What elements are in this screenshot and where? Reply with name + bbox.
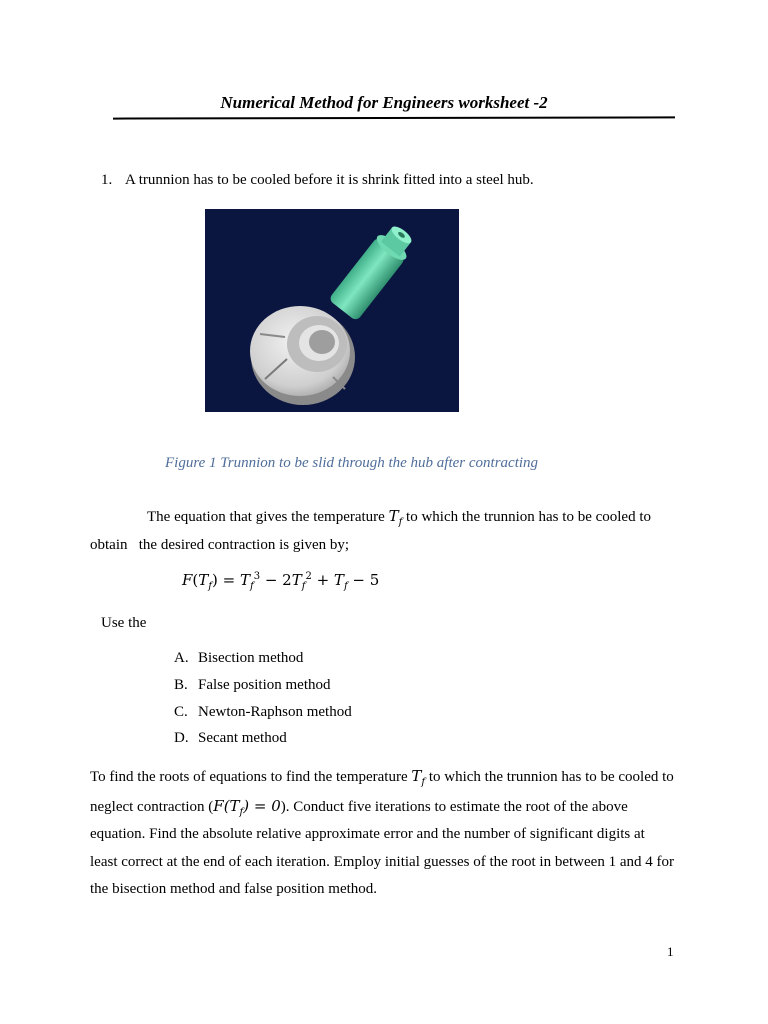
- instructions-line-5: the bisection method and false position method.: [90, 881, 378, 897]
- instructions-line-4: least correct at the end of each iteration. Employ initial guesses of the root in between 1 and 4 for: [90, 854, 674, 870]
- use-the-text: Use the: [101, 615, 147, 631]
- temp-variable: $T_f$: [411, 767, 426, 788]
- method-item-b: B. False position method: [174, 677, 331, 693]
- question-1: [101, 172, 534, 189]
- instructions-line-3: equation. Find the absolute relative approximate error and the number of significant digits at: [90, 826, 645, 842]
- intro-line-2: obtain the desired contraction is given by;: [90, 537, 350, 553]
- page-number: 1: [667, 944, 674, 959]
- cubic-equation: $F(T_f) = T_f^3 - 2T_f^2 + T_f - 5$: [182, 571, 380, 592]
- title-underline: [113, 116, 675, 119]
- trunnion-hub-figure: [205, 209, 459, 412]
- question-number: 1.: [101, 172, 113, 188]
- method-item-d: D. Secant method: [174, 730, 287, 746]
- method-item-a: A. Bisection method: [174, 650, 304, 666]
- instructions-line-1: To find the roots of equations to find the temperature $T_f$ to which the trunnion has to be cooled to: [90, 767, 674, 788]
- figure-caption: Figure 1 Trunnion to be slid through the hub after contracting: [165, 455, 539, 471]
- intro-line-1: [147, 506, 651, 533]
- intro-text-post: to which the trunnion has to be cooled to: [406, 509, 651, 525]
- worksheet-title: Numerical Method for Engineers worksheet -2: [220, 93, 548, 112]
- intro-text-pre: The equation that gives the temperature: [147, 509, 385, 525]
- root-condition: $F(T_f) = 0$: [213, 797, 281, 818]
- temp-variable: $T_f$: [388, 507, 403, 528]
- question-text: A trunnion has to be cooled before it is shrink fitted into a steel hub.: [125, 172, 534, 188]
- method-item-c: C. Newton-Raphson method: [174, 704, 352, 720]
- instructions-line-2: neglect contraction $(F(T_f) = 0)$. Conduct five iterations to estimate the root of the above: [90, 797, 628, 818]
